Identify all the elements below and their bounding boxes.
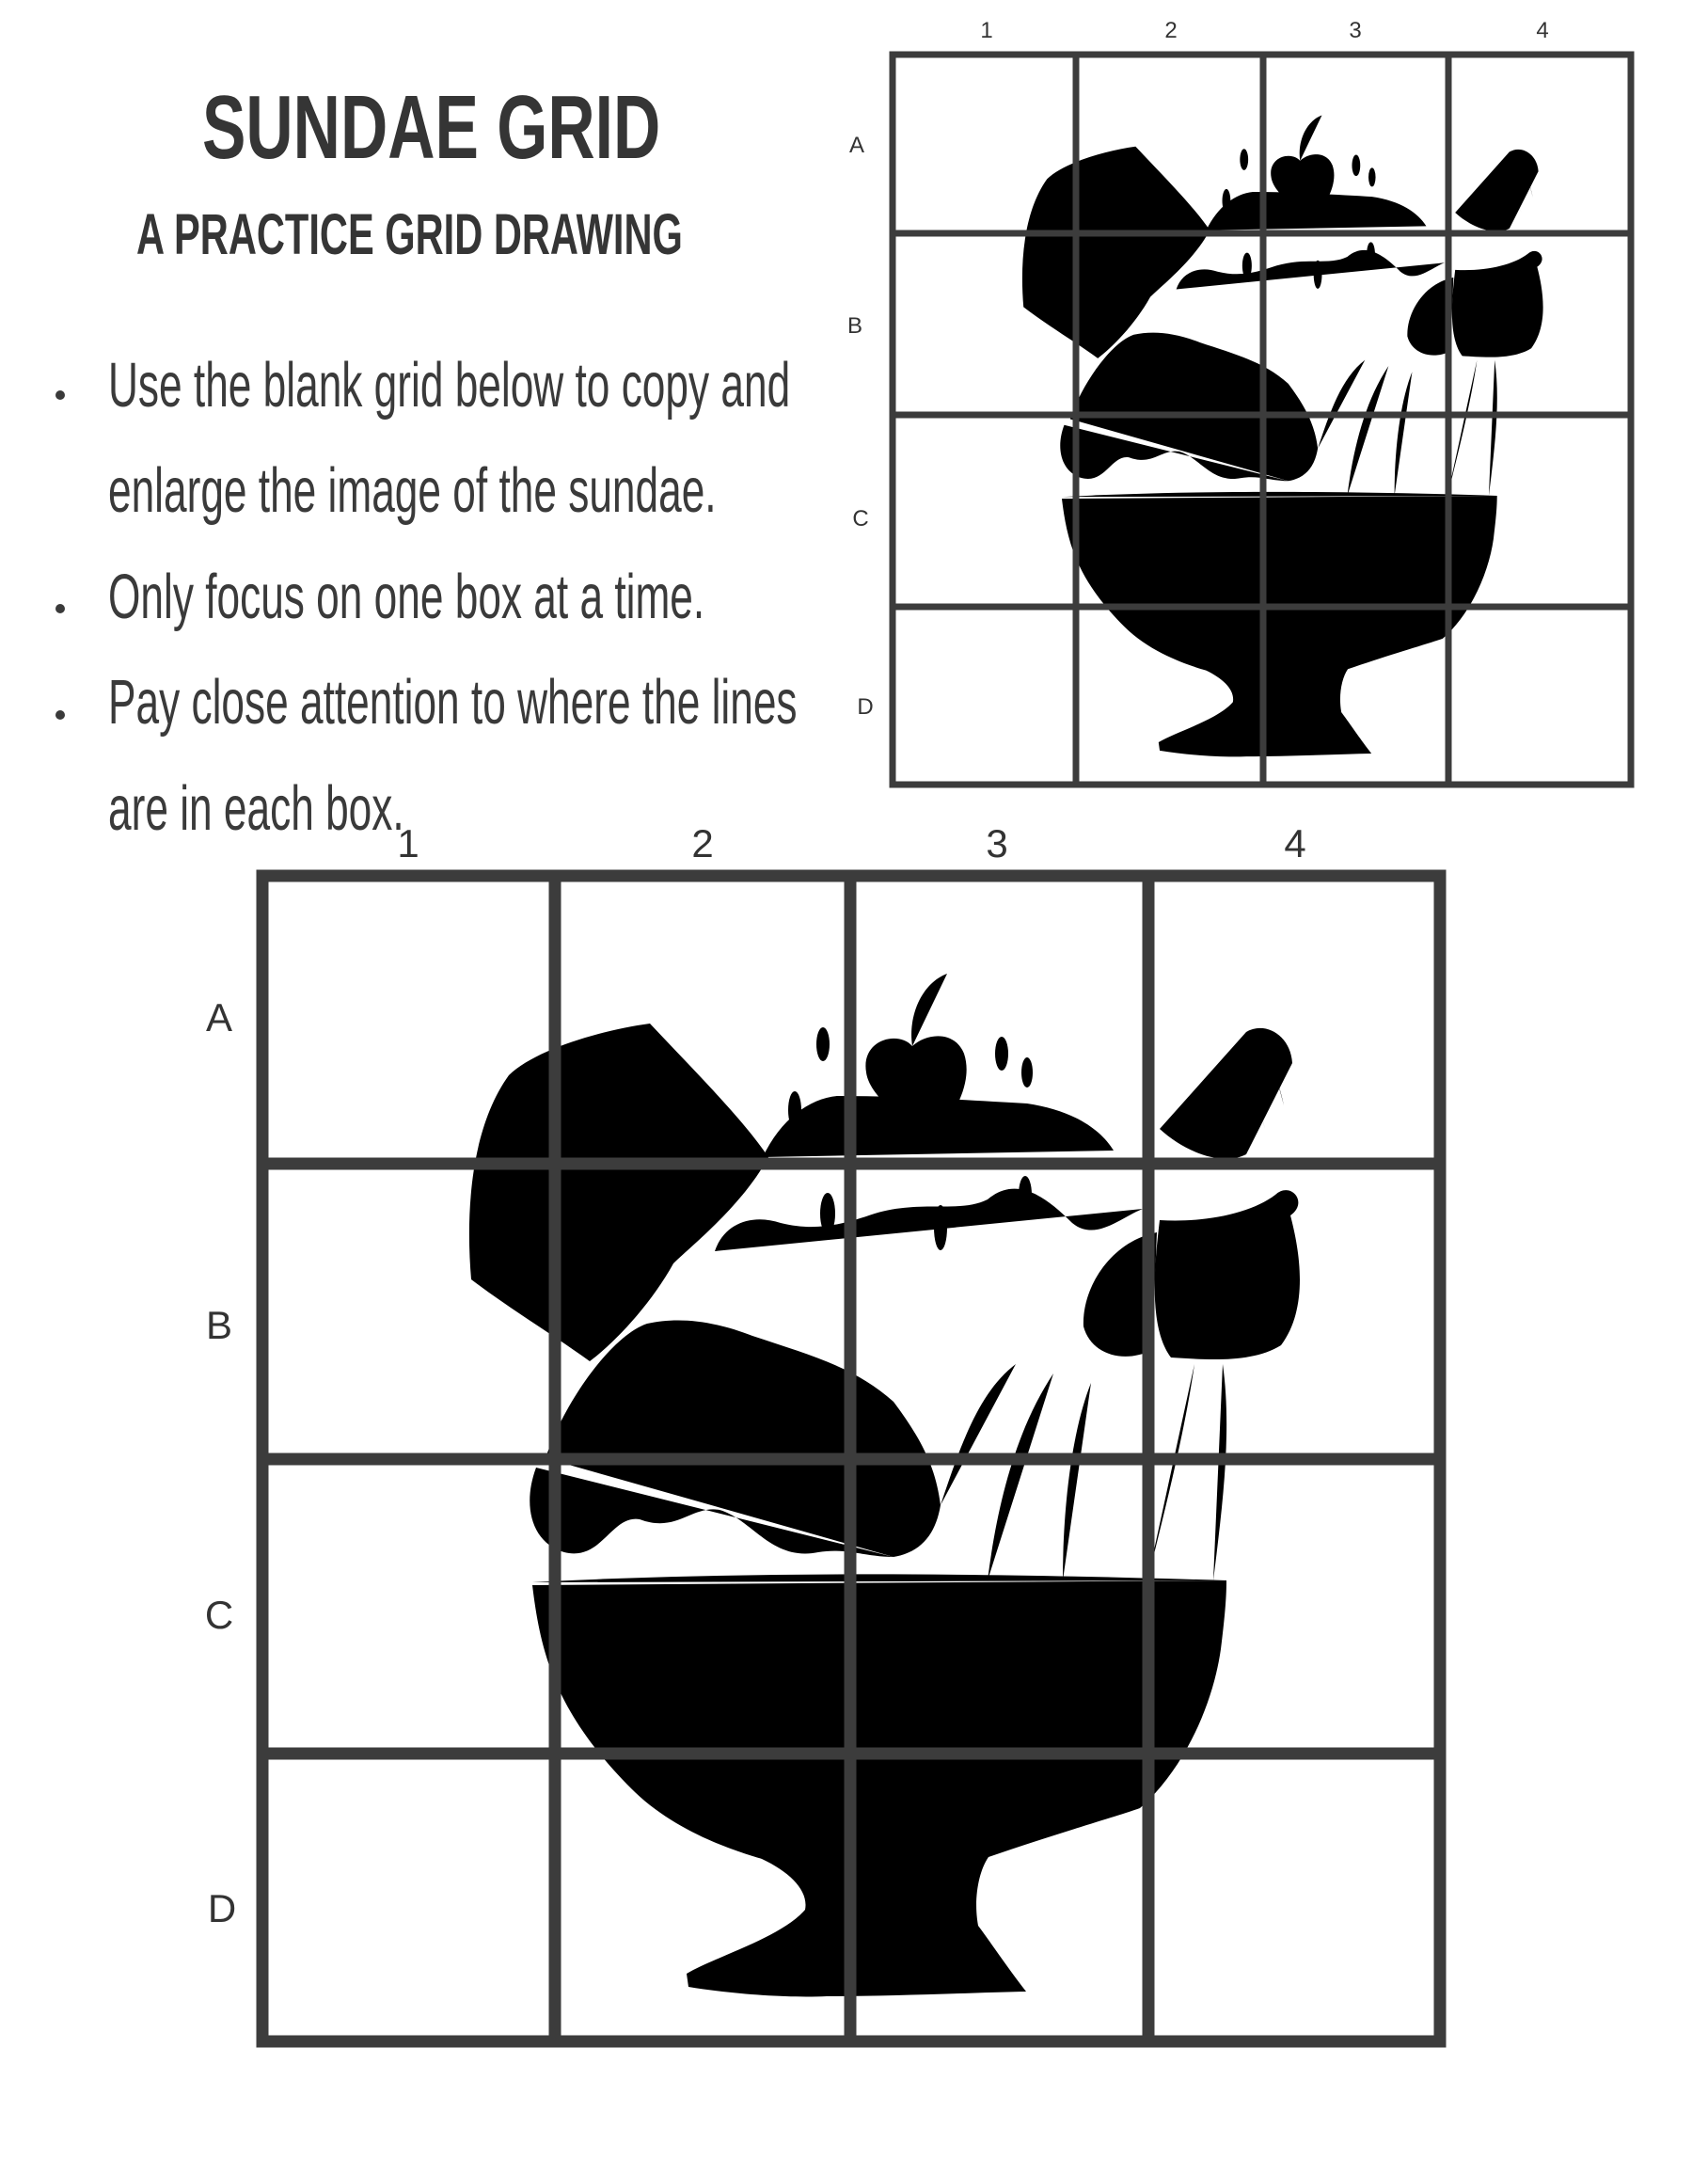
practice-column-label: 1 — [397, 821, 419, 865]
page-subtitle: A PRACTICE GRID DRAWING — [136, 202, 683, 266]
reference-row-label: C — [852, 506, 869, 532]
reference-grid-vertical-line — [1073, 52, 1080, 788]
page-title: SUNDAE GRID — [202, 77, 661, 178]
reference-row-label: B — [846, 313, 863, 339]
practice-grid-horizontal-line — [257, 870, 1447, 882]
practice-sundae-sketch — [469, 974, 1300, 1997]
instruction-line: Use the blank grid below to copy and — [108, 350, 791, 421]
practice-row-label: D — [207, 1886, 237, 1930]
reference-grid-vertical-line — [1628, 52, 1635, 788]
reference-column-label: 1 — [980, 18, 993, 43]
reference-row-label: D — [857, 694, 874, 720]
practice-column-label: 4 — [1284, 821, 1306, 865]
reference-grid-horizontal-line — [890, 230, 1635, 237]
practice-grid — [257, 870, 1447, 2048]
reference-sundae-drawing — [1022, 116, 1543, 757]
practice-row-label: A — [205, 995, 233, 1040]
instruction-line: Pay close attention to where the lines — [108, 667, 798, 738]
reference-column-label: 2 — [1164, 18, 1178, 43]
practice-grid-horizontal-line — [257, 1453, 1447, 1466]
reference-grid-horizontal-line — [890, 52, 1635, 58]
practice-row-label: C — [204, 1593, 234, 1637]
practice-grid-horizontal-line — [257, 1158, 1447, 1170]
reference-row-label: A — [848, 133, 865, 158]
instruction-line: enlarge the image of the sundae. — [108, 455, 717, 526]
reference-grid-horizontal-line — [890, 412, 1635, 419]
practice-column-label: 2 — [691, 821, 714, 865]
instruction-line: are in each box. — [108, 773, 404, 844]
reference-grid — [890, 52, 1635, 788]
reference-grid-horizontal-line — [890, 604, 1635, 611]
reference-grid-vertical-line — [1446, 52, 1452, 788]
reference-grid-vertical-line — [890, 52, 896, 788]
reference-grid-horizontal-line — [890, 782, 1635, 788]
practice-grid-horizontal-line — [257, 2036, 1447, 2048]
reference-grid-vertical-line — [1260, 52, 1267, 788]
practice-row-label: B — [205, 1303, 233, 1347]
instruction-line: Only focus on one box at a time. — [108, 562, 705, 632]
reference-column-label: 4 — [1536, 18, 1549, 43]
practice-column-label: 3 — [986, 821, 1008, 865]
reference-column-label: 3 — [1349, 18, 1362, 43]
practice-grid-horizontal-line — [257, 1748, 1447, 1760]
